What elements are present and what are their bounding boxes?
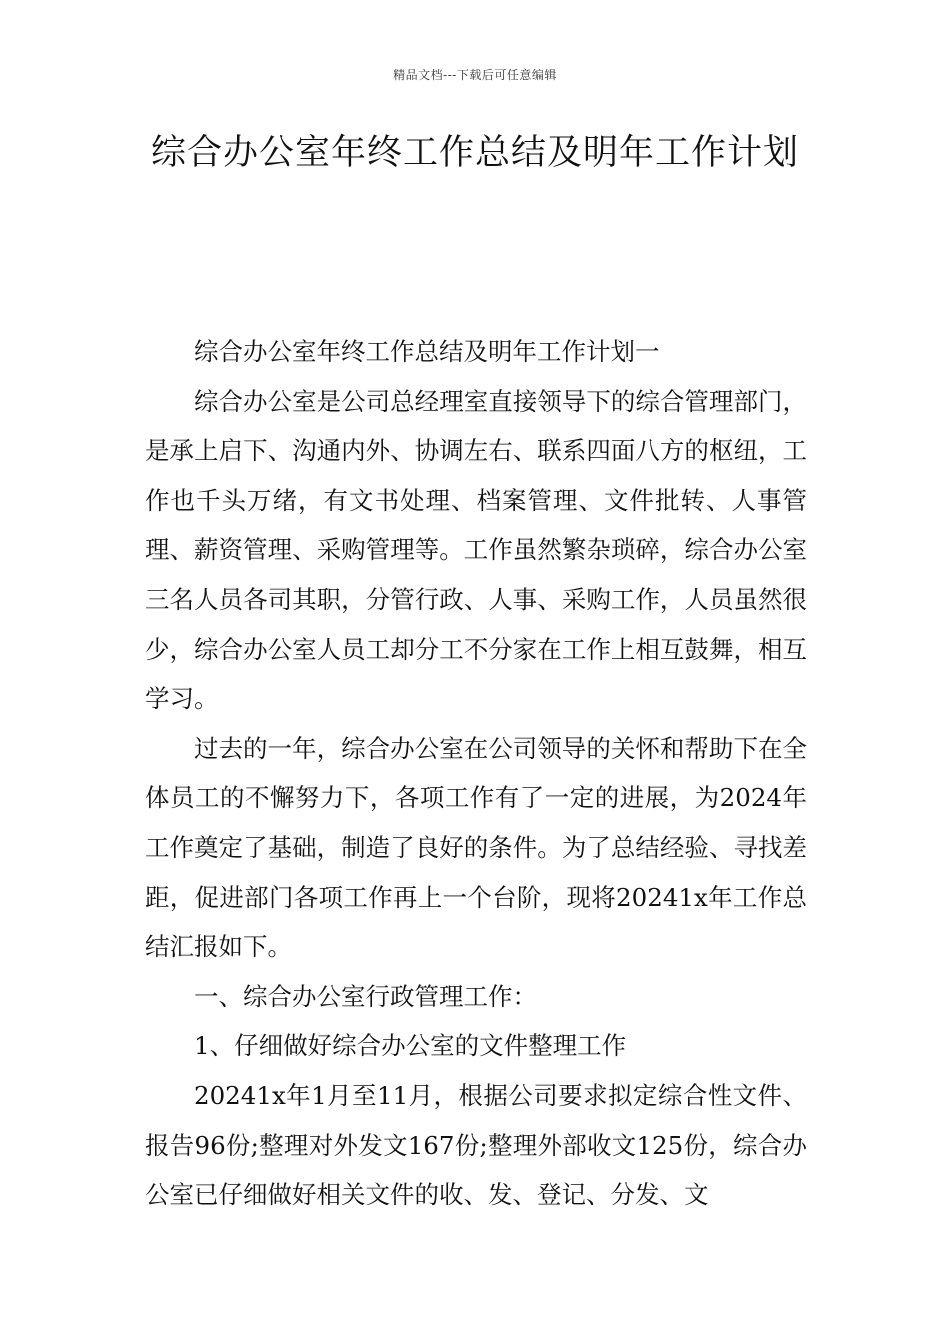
header-note: 精品文档---下载后可任意编辑: [393, 68, 557, 82]
paragraph-past-year: 过去的一年，综合办公室在公司领导的关怀和帮助下在全体员工的不懈努力下，各项工作有了一定的进展，为2024年工作奠定了基础，制造了良好的条件。为了总结经验、寻找差距，促进部门各项工作再上一个台阶，现将20241x年工作总结汇报如下。: [145, 733, 807, 962]
paragraph-files-detail: 20241x年1月至11月，根据公司要求拟定综合性文件、报告96份;整理对外发文167份;整理外部收文125份，综合办公室已仔细做好相关文件的收、发、登记、分发、文: [145, 1080, 807, 1210]
document-title: 综合办公室年终工作总结及明年工作计划: [150, 133, 799, 173]
subsection-heading-files: 1、仔细做好综合办公室的文件整理工作: [194, 1031, 627, 1061]
paragraph-intro: 综合办公室是公司总经理室直接领导下的综合管理部门，是承上启下、沟通内外、协调左右、联系四面八方的枢纽，工作也千头万绪，有文书处理、档案管理、文件批转、人事管理、薪资管理、采购管理等。工作虽然繁杂琐碎，综合办公室三名人员各司其职，分管行政、人事、采购工作，人员虽然很少，综合办公室人员工却分工不分家在工作上相互鼓舞，相互学习。: [145, 386, 807, 714]
paragraph-subtitle: 综合办公室年终工作总结及明年工作计划一: [194, 337, 660, 366]
document-body: [145, 327, 807, 1220]
section-heading-admin: 一、综合办公室行政管理工作：: [194, 981, 537, 1011]
